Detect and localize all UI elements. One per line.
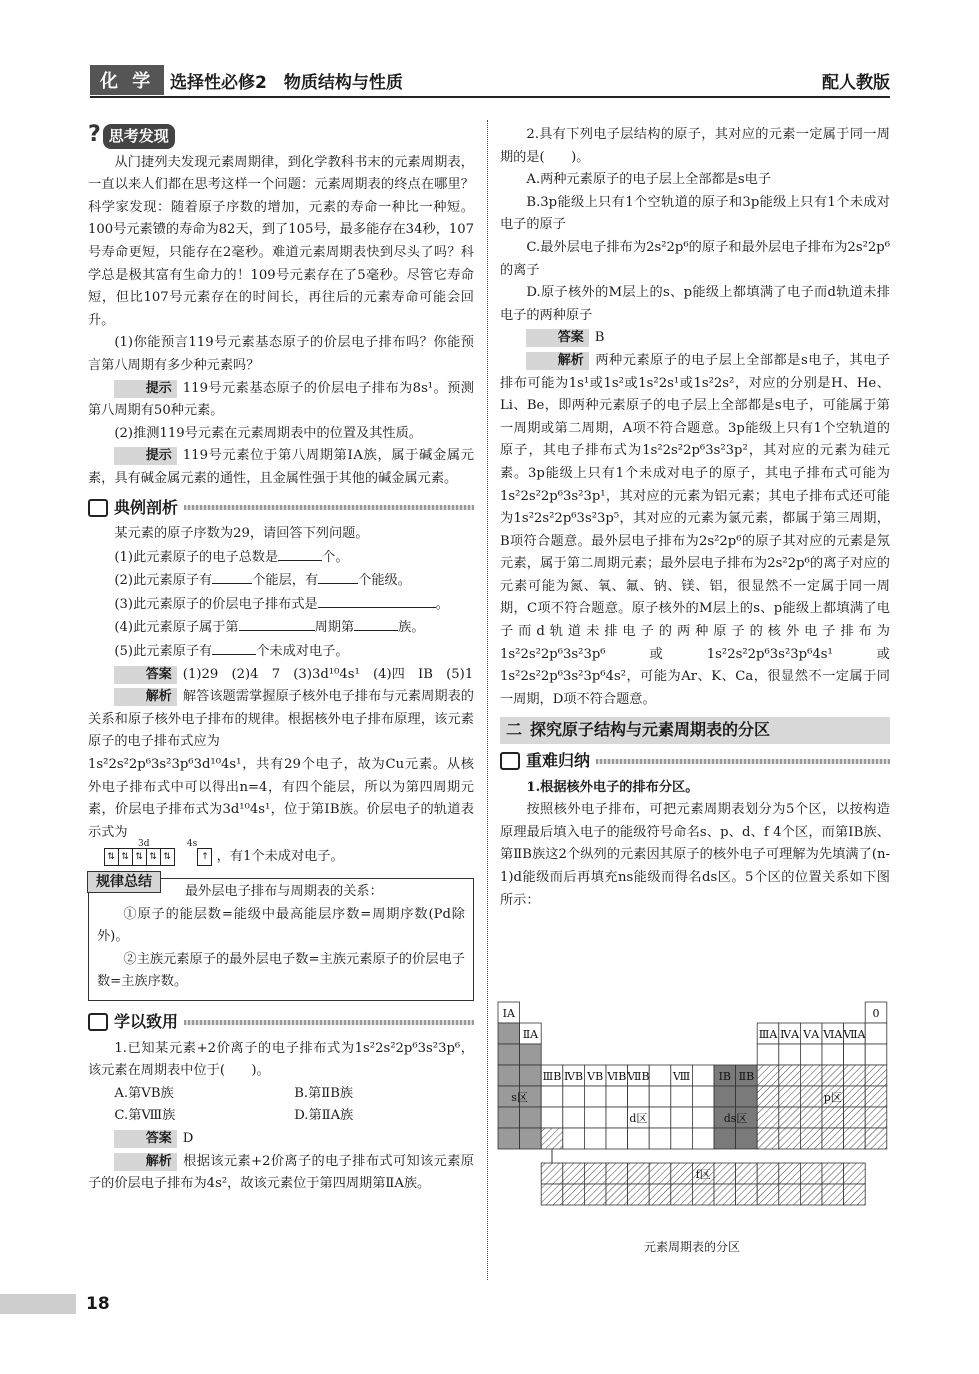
element-cell	[757, 1086, 779, 1107]
element-cell	[563, 1128, 585, 1149]
element-cell	[498, 1023, 520, 1044]
element-cell	[498, 1044, 520, 1065]
f-cell	[736, 1163, 758, 1184]
page-header	[90, 62, 890, 98]
element-cell	[498, 1107, 520, 1128]
question-mark-icon: ?	[88, 122, 101, 147]
answer-tag: 答案	[526, 329, 588, 347]
option-a: A.第ⅤB族	[114, 1085, 174, 1101]
analysis-tag: 解析	[114, 1153, 176, 1171]
f-cell	[671, 1163, 693, 1184]
group-label-B: ⅢB	[542, 1070, 562, 1083]
group-label-B: ⅦB	[627, 1070, 650, 1083]
group-label-A: ⅣA	[780, 1028, 800, 1041]
element-cell	[757, 1044, 779, 1065]
element-cell	[844, 1107, 866, 1128]
page-number-bar	[0, 1294, 76, 1314]
f-cell	[628, 1163, 650, 1184]
section-icon	[88, 1013, 108, 1031]
analysis-tag: 解析	[526, 352, 588, 370]
f-cell	[606, 1184, 628, 1205]
element-cell	[541, 1086, 563, 1107]
ds-block-label: ds区	[723, 1112, 748, 1125]
f-cell	[800, 1163, 822, 1184]
left-column	[88, 124, 474, 1196]
element-cell	[520, 1107, 542, 1128]
f-cell	[649, 1184, 671, 1205]
think-heading	[88, 124, 474, 150]
group-label-IIB: ⅡB	[738, 1070, 755, 1083]
element-cell	[779, 1044, 801, 1065]
s-block-label: s区	[511, 1091, 528, 1104]
section-icon	[500, 752, 520, 770]
group-label-A: ⅤA	[803, 1028, 820, 1041]
f-cell	[779, 1184, 801, 1205]
f-cell	[714, 1184, 736, 1205]
hint1-text: 119号元素基态原子的价层电子排布为8s¹。预测第八周期有50种元素。	[88, 380, 474, 419]
element-cell	[844, 1065, 866, 1086]
element-cell	[541, 1107, 563, 1128]
key-title: 重难归纳	[526, 751, 591, 771]
think-q2: (2)推测119号元素在元素周期表中的位置及其性质。	[114, 425, 422, 441]
f-cell	[692, 1184, 714, 1205]
element-cell	[520, 1044, 542, 1065]
f-cell	[779, 1163, 801, 1184]
example-q2: (2)此元素原子有 个能层，有 个能级。	[88, 569, 474, 593]
element-cell	[757, 1065, 779, 1086]
column-divider	[487, 120, 488, 1280]
think-hint2	[88, 445, 474, 490]
element-cell	[584, 1107, 606, 1128]
element-cell	[649, 1065, 671, 1086]
f-cell	[584, 1163, 606, 1184]
f-cell	[671, 1184, 693, 1205]
element-cell	[736, 1128, 758, 1149]
publisher-label: 配人教版	[822, 73, 890, 93]
q2-answer: 答案 B	[500, 327, 890, 350]
f-cell	[822, 1163, 844, 1184]
example-analysis-2: 1s²2s²2p⁶3s²3p⁶3d¹⁰4s¹，共有29个电子，故为Cu元素。从核外电子排布式中可以得出n=4，有四个能层，所以为第四周期元素，价层电子排布式为3d¹⁰4s¹，位于第ⅠB族。价层电子的轨道表示式为	[88, 757, 474, 840]
apply-answer: 答案 D	[88, 1128, 474, 1151]
option-c: C.第Ⅷ族	[114, 1108, 176, 1124]
element-cell	[628, 1128, 650, 1149]
answer-tag: 答案	[114, 1130, 176, 1148]
rule-title: 最外层电子排布与周期表的关系：	[185, 884, 383, 899]
group-label-IB: ⅠB	[718, 1070, 732, 1083]
apply-analysis: 解析 根据该元素+2价离子的电子排布式可知该元素原子的价层电子排布为4s²，故该元素位于第四周期第ⅡA族。	[88, 1153, 474, 1192]
analysis-tag: 解析	[114, 688, 176, 706]
orb-3d-label: 3d	[138, 839, 150, 850]
think-title: 思考发现	[103, 124, 175, 149]
apply-question: 1.已知某元素+2价离子的电子排布式为1s²2s²2p⁶3s²3p⁶，该元素在周期表中位于( )。	[88, 1040, 474, 1079]
element-cell	[606, 1086, 628, 1107]
element-cell	[779, 1065, 801, 1086]
table-caption: 元素周期表的分区	[643, 1240, 740, 1254]
answer-text: (1)29 (2)4 7 (3)3d¹⁰4s¹ (4)四 ⅠB (5)1	[182, 666, 474, 682]
element-cell	[649, 1128, 671, 1149]
group-label-B: ⅤB	[587, 1070, 604, 1083]
element-cell	[822, 1065, 844, 1086]
element-cell	[865, 1044, 887, 1065]
section2-title: 探究原子结构与元素周期表的分区	[530, 720, 771, 740]
f-cell	[736, 1184, 758, 1205]
f-cell	[563, 1163, 585, 1184]
element-cell	[800, 1086, 822, 1107]
element-cell	[692, 1128, 714, 1149]
element-cell	[541, 1128, 563, 1149]
element-cell	[865, 1065, 887, 1086]
group-label-IA: ⅠA	[502, 1007, 515, 1020]
example-q1: (1)此元素原子的电子总数是 个。	[88, 546, 474, 570]
q2-option-a: A.两种元素原子的电子层上全部都是s电子	[526, 172, 772, 188]
element-cell	[692, 1065, 714, 1086]
periodic-table-diagram	[497, 999, 889, 1237]
page-number: 18	[86, 1294, 110, 1314]
orbital-4s-box: ↑	[197, 848, 212, 866]
element-cell	[844, 1044, 866, 1065]
subject-label: 化 学	[90, 65, 164, 95]
f-cell	[844, 1184, 866, 1205]
group-label-VIII: Ⅷ	[672, 1070, 691, 1083]
orbital-diagram-line: $^{3d}$ ⇅ ⇅ ⇅ ⇅ ⇅ $^{4s}$ ↑ ，有1个未成对电子。	[88, 846, 474, 870]
group-label-A: ⅥA	[823, 1028, 843, 1041]
f-cell	[628, 1184, 650, 1205]
element-cell	[822, 1044, 844, 1065]
element-cell	[692, 1107, 714, 1128]
element-cell	[800, 1107, 822, 1128]
f-block-label: f区	[695, 1168, 711, 1181]
group-label-IIA: ⅡA	[522, 1028, 539, 1041]
element-cell	[779, 1086, 801, 1107]
element-cell	[800, 1044, 822, 1065]
f-cell	[563, 1184, 585, 1205]
group-label-0: 0	[872, 1007, 880, 1020]
q2-option-d: D.原子核外的M层上的s、p能级上都填满了电子而d轨道未排电子的两种原子	[500, 285, 890, 323]
element-cell	[649, 1086, 671, 1107]
rule-tag: 规律总结	[87, 871, 161, 893]
f-cell	[541, 1163, 563, 1184]
element-cell	[757, 1107, 779, 1128]
f-cell	[584, 1184, 606, 1205]
section-icon	[88, 499, 108, 517]
hint2-text: 119号元素位于第八周期第ⅠA族，属于碱金属元素，具有碱金属元素的通性，且金属性强于其他的碱金属元素。	[88, 448, 474, 486]
element-cell	[779, 1107, 801, 1128]
element-cell	[520, 1128, 542, 1149]
f-cell	[649, 1163, 671, 1184]
element-cell	[498, 1065, 520, 1086]
f-cell	[757, 1163, 779, 1184]
option-b: B.第ⅡB族	[294, 1085, 354, 1101]
f-cell	[606, 1163, 628, 1184]
option-d: D.第ⅡA族	[294, 1108, 354, 1124]
section2-heading	[500, 717, 890, 744]
element-cell	[671, 1128, 693, 1149]
f-cell	[800, 1184, 822, 1205]
hint-tag: 提示	[114, 380, 176, 398]
right-column	[500, 124, 890, 912]
example-title: 典例剖析	[114, 497, 179, 517]
q2-analysis: 解析 两种元素原子的电子层上全部都是s电子，其电子排布可能为1s¹或1s²或1s²2s¹或1s²2s²，对应的分别是H、He、Li、Be，即两种元素原子的电子层上全部都是s电子，可能属于第一周期或第二周期，A项不符合题意。3p能级上只有1个空轨道的原子，其电子排布式为1s²2s²2p⁶3s²3p²，其对应的元素为硅元素。3p能级上只有1个未成对电子的原子，其电子排布式可能为1s²2s²2p⁶3s²3p¹，其对应的元素为铝元素；其电子排布式还可能为1s²2s²2p⁶3s²3p⁵，其对应的元素为氯元素，都属于第三周期，B项符合题意。最外层电子排布为2s²2p⁶的原子其对应的元素是氖元素，属于第二周期元素；最外层电子排布为2s²2p⁶的离子对应的元素可能为氮、氧、氟、钠、镁、铝，很显然不一定属于同一周期，C项不符合题意。原子核外的M层上的s、p能级上都填满了电子而d轨道未排电子的两种原子的核外电子排布为1s²2s²2p⁶3s²3p⁶或1s²2s²2p⁶3s²3p⁶4s¹或1s²2s²2p⁶3s²3p⁶4s²，可能为Ar、K、Ca，很显然不一定属于同一周期，D项不符合题意。	[500, 352, 890, 707]
example-stem: 某元素的原子序数为29，请回答下列问题。	[114, 526, 369, 542]
element-cell	[671, 1107, 693, 1128]
element-cell	[520, 1065, 542, 1086]
q2-stem: 2.具有下列电子层结构的原子，其对应的元素一定属于同一周期的是( )。	[500, 127, 890, 165]
example-q5: (5)此元素原子有 个未成对电子。	[88, 640, 474, 664]
element-cell	[563, 1086, 585, 1107]
book-title: 选择性必修2 物质结构与性质	[170, 73, 403, 93]
q2-option-b: B.3p能级上只有1个空轨道的原子和3p能级上只有1个未成对电子的原子	[500, 194, 890, 233]
key-p2: 按照核外电子排布，可把元素周期表划分为5个区，以按构造原理最后填入电子的能级符号命名s、p、d、f 4个区，而第ⅠB族、第ⅡB族这2个纵列的元素因其原子的核外电子可理解为先填满了(n-1)d能级而后再填充ns能级而得名ds区。5个区的位置关系如下图所示：	[500, 802, 890, 908]
q2-option-c: C.最外层电子排布为2s²2p⁶的原子和最外层电子排布为2s²2p⁶的离子	[500, 239, 890, 278]
element-cell	[822, 1107, 844, 1128]
element-cell	[671, 1086, 693, 1107]
key-heading	[500, 750, 890, 773]
element-cell	[779, 1128, 801, 1149]
rule-line2: ②主族元素原子的最外层电子数=主族元素原子的价层电子数=主族序数。	[97, 951, 465, 990]
example-q3: (3)此元素原子的价层电子排布式是 。	[88, 593, 474, 617]
element-cell	[800, 1128, 822, 1149]
element-cell	[584, 1128, 606, 1149]
element-cell	[563, 1107, 585, 1128]
element-cell	[584, 1086, 606, 1107]
f-cell	[844, 1163, 866, 1184]
group-label-B: ⅥB	[607, 1070, 627, 1083]
hint-tag: 提示	[114, 447, 176, 465]
apply-title: 学以致用	[114, 1011, 179, 1031]
rule-box	[88, 874, 474, 1001]
element-cell	[844, 1086, 866, 1107]
element-cell	[865, 1107, 887, 1128]
element-cell	[606, 1128, 628, 1149]
element-cell	[865, 1086, 887, 1107]
rule-line1: ①原子的能层数=能级中最高能层序数=周期序数(Pd除外)。	[97, 906, 465, 945]
element-cell	[692, 1086, 714, 1107]
p-block-label: p区	[823, 1091, 842, 1104]
element-cell	[714, 1128, 736, 1149]
answer-tag: 答案	[114, 666, 176, 684]
f-cell	[714, 1163, 736, 1184]
apply-options	[88, 1083, 474, 1128]
d-block-label: d区	[629, 1112, 648, 1125]
apply-heading	[88, 1011, 474, 1034]
element-cell	[865, 1128, 887, 1149]
element-cell	[498, 1128, 520, 1149]
f-cell	[757, 1184, 779, 1205]
element-cell	[649, 1107, 671, 1128]
element-cell	[606, 1107, 628, 1128]
section2-number: 二	[506, 720, 523, 740]
element-cell	[628, 1086, 650, 1107]
element-cell	[714, 1086, 736, 1107]
key-p1: 1.根据核外电子的排布分区。	[526, 779, 699, 795]
think-hint1	[88, 378, 474, 423]
group-label-B: ⅣB	[564, 1070, 584, 1083]
element-cell	[865, 1023, 887, 1044]
group-label-A: ⅢA	[758, 1028, 778, 1041]
think-q1: (1)你能预言119号元素基态原子的价层电子排布吗？你能预言第八周期有多少种元素吗？	[88, 335, 474, 373]
example-q4: (4)此元素原子属于第 周期第 族。	[88, 616, 474, 640]
group-label-A: ⅦA	[843, 1028, 866, 1041]
think-text: 从门捷列夫发现元素周期律，到化学教科书末的元素周期表，一直以来人们都在思考这样一个问题：元素周期表的终点在哪里？科学家发现：随着原子序数的增加，元素的寿命一种比一种短。100号元素镄的寿命为82天，到了105号，最多能存在34秒，107号寿命更短，只能存在2毫秒。难道元素周期表快到尽头了吗？科学总是极其富有生命力的！109号元素存在了5毫秒。尽管它寿命短，但比107号元素存在的时间长，再往后的元素寿命可能会回升。	[88, 154, 475, 328]
element-cell	[736, 1086, 758, 1107]
example-answer	[88, 664, 474, 687]
orb-4s-label: 4s	[186, 839, 198, 850]
example-analysis: 解析 解答该题需掌握原子核外电子排布与元素周期表的关系和原子核外电子排布的规律。根据核外电子排布原理，该元素原子的电子排布式应为	[88, 689, 474, 750]
f-cell	[541, 1184, 563, 1205]
f-cell	[822, 1184, 844, 1205]
example-heading	[88, 497, 474, 520]
element-cell	[822, 1128, 844, 1149]
orbital-3d-box: ⇅ ⇅ ⇅ ⇅ ⇅	[104, 848, 175, 866]
element-cell	[757, 1128, 779, 1149]
element-cell	[800, 1065, 822, 1086]
element-cell	[844, 1128, 866, 1149]
